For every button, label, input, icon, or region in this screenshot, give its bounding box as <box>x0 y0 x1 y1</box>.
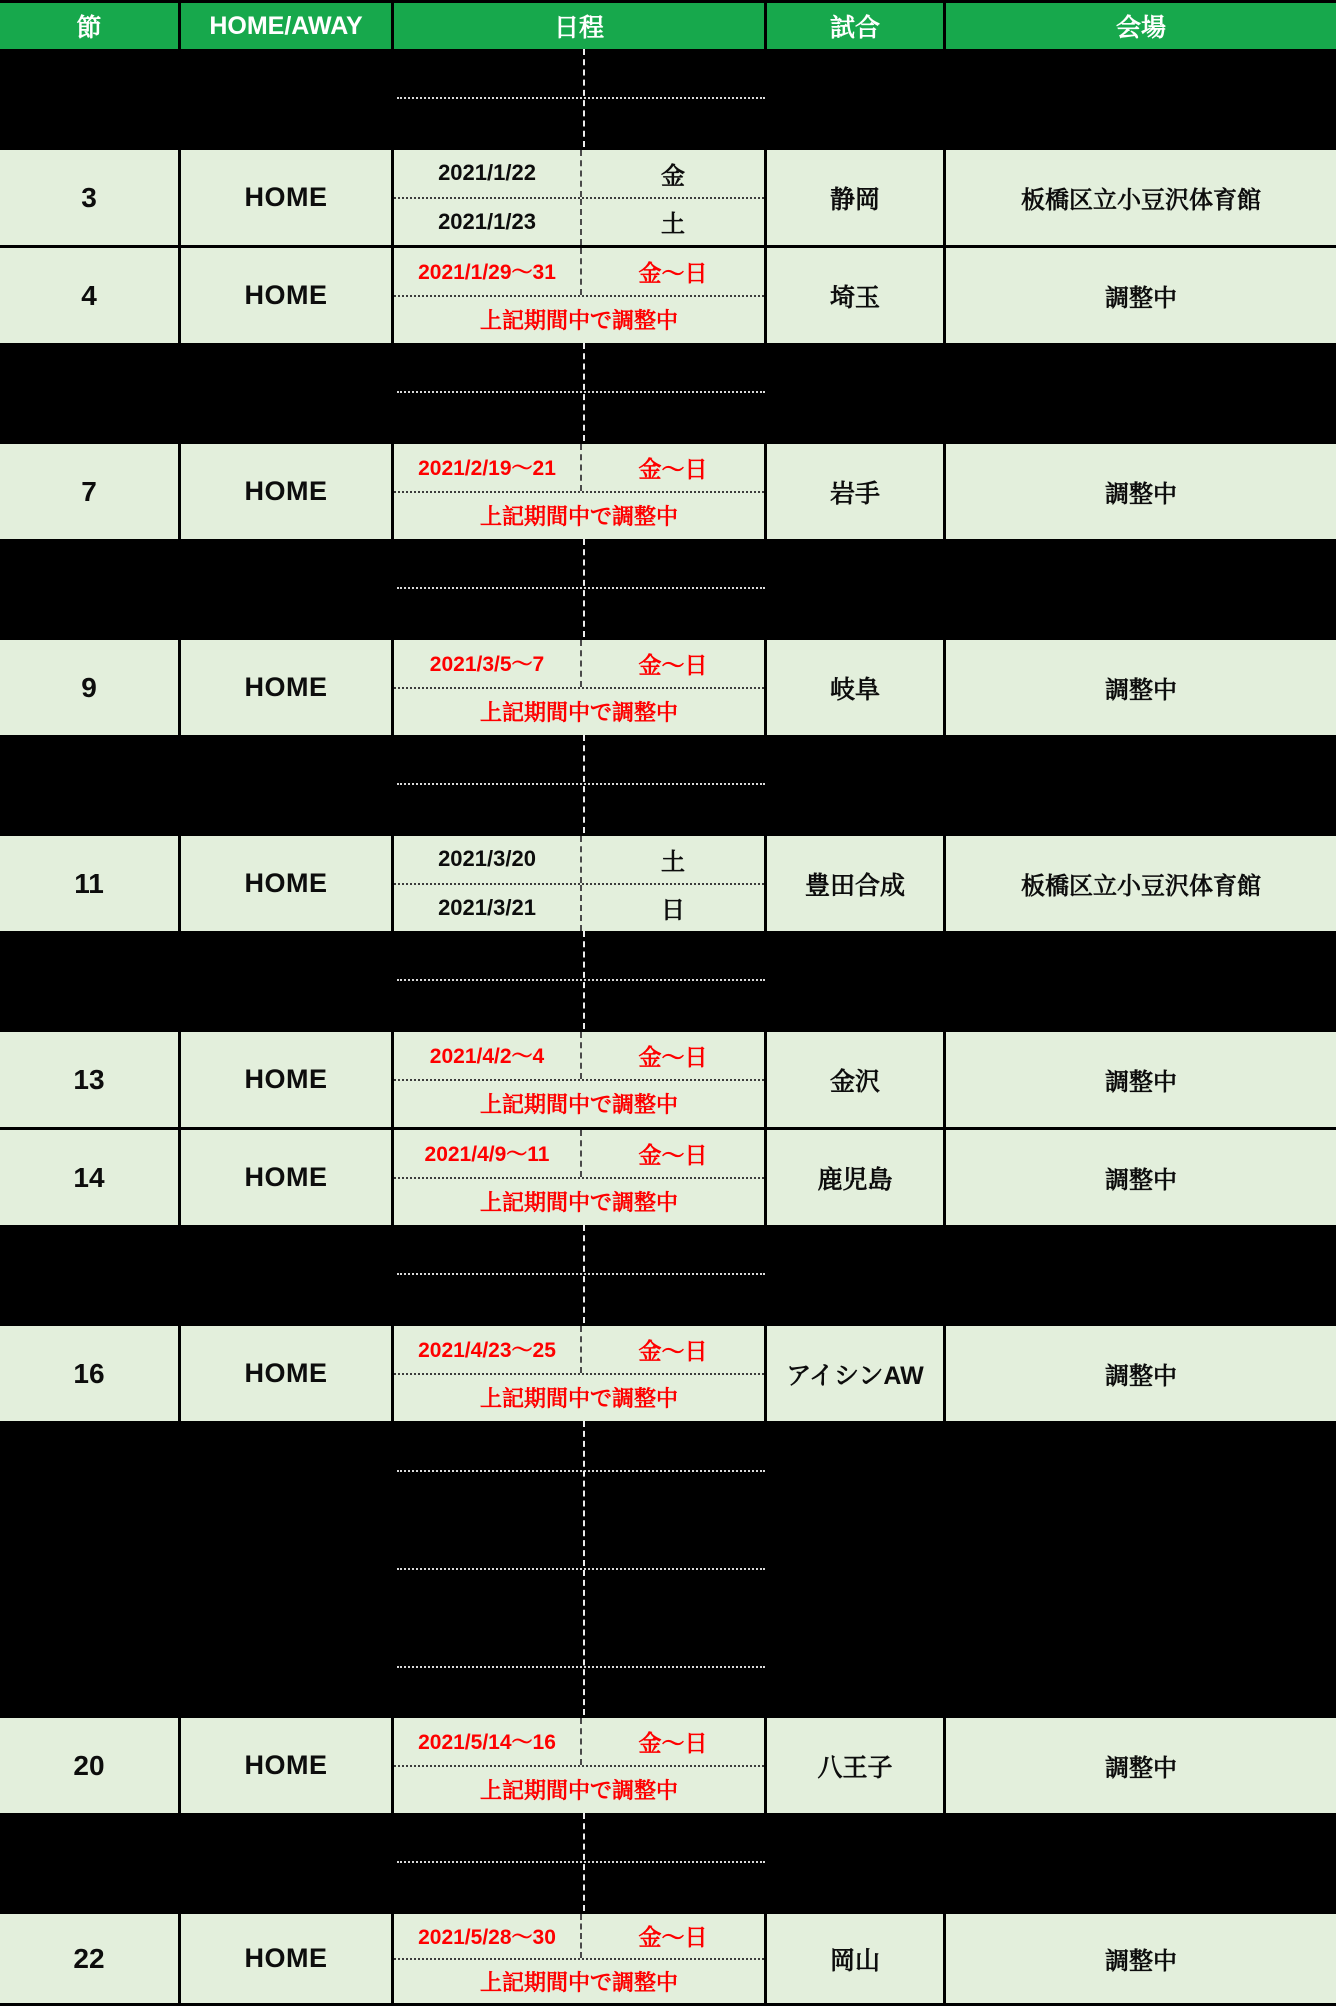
day-range-text: 金～日 <box>638 1924 708 1951</box>
hidden-rows-block <box>0 1421 1336 1715</box>
round-cell <box>0 640 181 735</box>
schedule-note <box>394 1179 764 1226</box>
date-range <box>394 1032 582 1079</box>
schedule-note <box>394 689 764 736</box>
day-2-text: 土 <box>661 211 685 239</box>
date-range-text: 2021/4/2～4 <box>429 1045 545 1069</box>
home-away-cell <box>181 1718 394 1813</box>
hidden-row-divider <box>397 1273 765 1275</box>
hidden-column-divider <box>583 49 585 147</box>
header-round <box>0 3 181 49</box>
schedule-note-text: 上記期間中で調整中 <box>479 1092 678 1118</box>
match-row-20 <box>0 1715 1336 1813</box>
date-range-text: 2021/3/5～7 <box>429 653 545 677</box>
match-row-16 <box>0 1323 1336 1421</box>
home-away-cell <box>181 640 394 735</box>
venue-name: 調整中 <box>1105 1755 1177 1782</box>
date-1-text: 2021/3/20 <box>438 846 536 872</box>
day-1 <box>582 836 764 883</box>
day-range <box>582 1130 764 1177</box>
schedule-note <box>394 297 764 344</box>
schedule-date-range <box>394 1130 764 1179</box>
schedule-date-range <box>394 1032 764 1081</box>
hidden-row-divider <box>397 1666 765 1668</box>
hidden-column-divider <box>583 1225 585 1323</box>
date-range-text: 2021/5/14～16 <box>418 1731 556 1755</box>
home-away-cell <box>181 444 394 539</box>
venue-cell <box>946 248 1336 343</box>
venue-cell <box>946 150 1336 245</box>
schedule-cell <box>394 1032 767 1127</box>
opponent-cell <box>767 1130 946 1225</box>
day-1 <box>582 150 764 197</box>
hidden-column-divider <box>583 931 585 1029</box>
home-away-label: HOME <box>244 1162 328 1192</box>
match-row-14 <box>0 1127 1336 1225</box>
date-1 <box>394 836 582 883</box>
day-1-text: 土 <box>661 848 685 876</box>
hidden-row-block <box>0 1813 1336 1911</box>
date-2-text: 2021/1/23 <box>438 208 536 234</box>
opponent-cell <box>767 1032 946 1127</box>
hidden-column-divider <box>583 735 585 833</box>
round-cell <box>0 1032 181 1127</box>
schedule-cell <box>394 1914 767 2003</box>
date-range <box>394 1914 582 1958</box>
venue-cell <box>946 1326 1336 1421</box>
schedule-note-text: 上記期間中で調整中 <box>479 1190 678 1216</box>
match-row-22 <box>0 1911 1336 2006</box>
opponent-cell <box>767 1326 946 1421</box>
date-range-text: 2021/1/29～31 <box>418 261 556 285</box>
day-range-text: 金～日 <box>638 1337 708 1364</box>
home-away-cell <box>181 1914 394 2003</box>
hidden-row-block <box>0 49 1336 147</box>
schedule-cell <box>394 640 767 735</box>
hidden-row-divider <box>397 1568 765 1570</box>
hidden-column-divider <box>583 1421 585 1715</box>
hidden-row-block <box>0 539 1336 637</box>
schedule-note <box>394 1375 764 1422</box>
match-row-13 <box>0 1029 1336 1127</box>
schedule-cell <box>394 1130 767 1225</box>
schedule-cell <box>394 1326 767 1421</box>
day-range <box>582 640 764 687</box>
round-cell <box>0 836 181 931</box>
venue-name: 調整中 <box>1105 677 1177 704</box>
opponent-name: 金沢 <box>829 1067 880 1096</box>
home-away-label: HOME <box>244 1750 328 1780</box>
home-away-label: HOME <box>244 1943 328 1973</box>
header-venue-label: 会場 <box>1115 14 1166 42</box>
opponent-name: 埼玉 <box>829 283 880 312</box>
date-2-text: 2021/3/21 <box>438 894 536 920</box>
opponent-cell <box>767 150 946 245</box>
round-number: 9 <box>81 671 97 703</box>
schedule-note <box>394 1081 764 1128</box>
venue-name: 調整中 <box>1105 1948 1177 1975</box>
opponent-cell <box>767 1718 946 1813</box>
schedule-note <box>394 1767 764 1814</box>
venue-name: 調整中 <box>1105 1167 1177 1194</box>
day-range-text: 金～日 <box>638 1141 708 1168</box>
schedule-note-text: 上記期間中で調整中 <box>479 504 678 530</box>
header-match-label: 試合 <box>829 14 880 42</box>
day-range <box>582 1326 764 1373</box>
match-row-3 <box>0 147 1336 245</box>
home-away-label: HOME <box>244 182 328 212</box>
schedule-cell <box>394 444 767 539</box>
home-away-cell <box>181 150 394 245</box>
schedule-note-text: 上記期間中で調整中 <box>479 1386 678 1412</box>
home-away-label: HOME <box>244 868 328 898</box>
header-match <box>767 3 946 49</box>
day-2 <box>582 885 764 932</box>
hidden-row-divider <box>397 1470 765 1472</box>
schedule-date-range <box>394 1326 764 1375</box>
header-round-label: 節 <box>76 14 102 42</box>
date-range <box>394 640 582 687</box>
hidden-column-divider <box>583 1813 585 1911</box>
day-2 <box>582 199 764 246</box>
opponent-cell <box>767 836 946 931</box>
venue-name: 板橋区立小豆沢体育館 <box>1021 873 1261 900</box>
header-schedule <box>394 3 767 49</box>
round-cell <box>0 150 181 245</box>
schedule-note-text: 上記期間中で調整中 <box>479 1778 678 1804</box>
venue-name: 調整中 <box>1105 481 1177 508</box>
venue-name: 調整中 <box>1105 1363 1177 1390</box>
hidden-row-divider <box>397 1861 765 1863</box>
round-cell <box>0 1718 181 1813</box>
schedule-note <box>394 1960 764 2004</box>
venue-cell <box>946 1718 1336 1813</box>
home-away-label: HOME <box>244 672 328 702</box>
schedule-note-text: 上記期間中で調整中 <box>479 700 678 726</box>
date-range <box>394 1718 582 1765</box>
header-schedule-label: 日程 <box>553 14 604 42</box>
opponent-cell <box>767 640 946 735</box>
day-2-text: 日 <box>661 897 685 925</box>
schedule-cell <box>394 150 767 245</box>
venue-cell <box>946 640 1336 735</box>
date-range-text: 2021/4/23～25 <box>418 1339 556 1363</box>
hidden-row-divider <box>397 97 765 99</box>
venue-cell <box>946 836 1336 931</box>
venue-name: 調整中 <box>1105 285 1177 312</box>
opponent-cell <box>767 248 946 343</box>
venue-cell <box>946 444 1336 539</box>
opponent-name: アイシンAW <box>786 1361 924 1390</box>
schedule-date-range <box>394 1914 764 1960</box>
opponent-name: 岡山 <box>829 1946 880 1975</box>
home-away-cell <box>181 1032 394 1127</box>
hidden-row-divider <box>397 783 765 785</box>
opponent-name: 岐阜 <box>829 675 880 704</box>
home-away-cell <box>181 1326 394 1421</box>
schedule-date-range <box>394 1718 764 1767</box>
home-away-label: HOME <box>244 476 328 506</box>
hidden-row-block <box>0 931 1336 1029</box>
header-home-away-label: HOME/AWAY <box>209 11 363 40</box>
round-number: 3 <box>81 181 97 213</box>
home-away-cell <box>181 248 394 343</box>
venue-name: 板橋区立小豆沢体育館 <box>1021 187 1261 214</box>
opponent-name: 静岡 <box>829 185 880 214</box>
schedule-note-text: 上記期間中で調整中 <box>479 308 678 334</box>
round-cell <box>0 1326 181 1421</box>
header-venue <box>946 3 1336 49</box>
round-cell <box>0 1130 181 1225</box>
schedule-date-range <box>394 444 764 493</box>
day-1-text: 金 <box>661 162 685 190</box>
schedule-line-2 <box>394 885 764 932</box>
round-number: 22 <box>73 1942 105 1974</box>
day-range-text: 金～日 <box>638 1043 708 1070</box>
hidden-row-block <box>0 735 1336 833</box>
hidden-column-divider <box>583 343 585 441</box>
opponent-name: 豊田合成 <box>804 871 905 900</box>
hidden-row-divider <box>397 587 765 589</box>
schedule-cell <box>394 1718 767 1813</box>
date-range <box>394 1130 582 1177</box>
match-row-4 <box>0 245 1336 343</box>
schedule-line-1 <box>394 150 764 199</box>
match-row-9 <box>0 637 1336 735</box>
hidden-row-divider <box>397 391 765 393</box>
schedule-note <box>394 493 764 540</box>
round-number: 14 <box>73 1161 105 1193</box>
match-row-11 <box>0 833 1336 931</box>
round-number: 7 <box>81 475 97 507</box>
opponent-cell <box>767 1914 946 2003</box>
day-range-text: 金～日 <box>638 1729 708 1756</box>
match-row-7 <box>0 441 1336 539</box>
day-range <box>582 444 764 491</box>
schedule-date-range <box>394 248 764 297</box>
date-range-text: 2021/5/28～30 <box>418 1925 556 1949</box>
home-away-cell <box>181 1130 394 1225</box>
date-1-text: 2021/1/22 <box>438 160 536 186</box>
round-number: 11 <box>74 867 104 899</box>
round-number: 20 <box>73 1749 105 1781</box>
round-cell <box>0 1914 181 2003</box>
venue-cell <box>946 1914 1336 2003</box>
home-away-label: HOME <box>244 1358 328 1388</box>
round-number: 13 <box>73 1063 105 1095</box>
home-away-label: HOME <box>244 280 328 310</box>
home-away-cell <box>181 836 394 931</box>
venue-cell <box>946 1130 1336 1225</box>
hidden-row-block <box>0 343 1336 441</box>
day-range <box>582 1914 764 1958</box>
date-range <box>394 1326 582 1373</box>
round-number: 4 <box>81 279 97 311</box>
date-range <box>394 248 582 295</box>
date-range-text: 2021/2/19～21 <box>418 457 556 481</box>
date-2 <box>394 885 582 932</box>
home-away-label: HOME <box>244 1064 328 1094</box>
date-1 <box>394 150 582 197</box>
hidden-column-divider <box>583 539 585 637</box>
schedule-cell <box>394 248 767 343</box>
venue-cell <box>946 1032 1336 1127</box>
day-range <box>582 1718 764 1765</box>
round-cell <box>0 444 181 539</box>
day-range <box>582 1032 764 1079</box>
opponent-name: 岩手 <box>829 479 880 508</box>
schedule-note-text: 上記期間中で調整中 <box>479 1969 678 1995</box>
date-2 <box>394 199 582 246</box>
date-range-text: 2021/4/9～11 <box>424 1143 550 1167</box>
day-range-text: 金～日 <box>638 259 708 286</box>
schedule-cell <box>394 836 767 931</box>
table-header <box>0 0 1336 49</box>
opponent-cell <box>767 444 946 539</box>
day-range-text: 金～日 <box>638 651 708 678</box>
day-range <box>582 248 764 295</box>
schedule-date-range <box>394 640 764 689</box>
round-cell <box>0 248 181 343</box>
schedule-line-1 <box>394 836 764 885</box>
opponent-name: 鹿児島 <box>817 1165 893 1194</box>
hidden-row-divider <box>397 979 765 981</box>
round-number: 16 <box>73 1357 105 1389</box>
date-range <box>394 444 582 491</box>
day-range-text: 金～日 <box>638 455 708 482</box>
venue-name: 調整中 <box>1105 1069 1177 1096</box>
schedule-line-2 <box>394 199 764 246</box>
opponent-name: 八王子 <box>817 1753 893 1782</box>
header-home-away <box>181 3 394 49</box>
hidden-row-block <box>0 1225 1336 1323</box>
